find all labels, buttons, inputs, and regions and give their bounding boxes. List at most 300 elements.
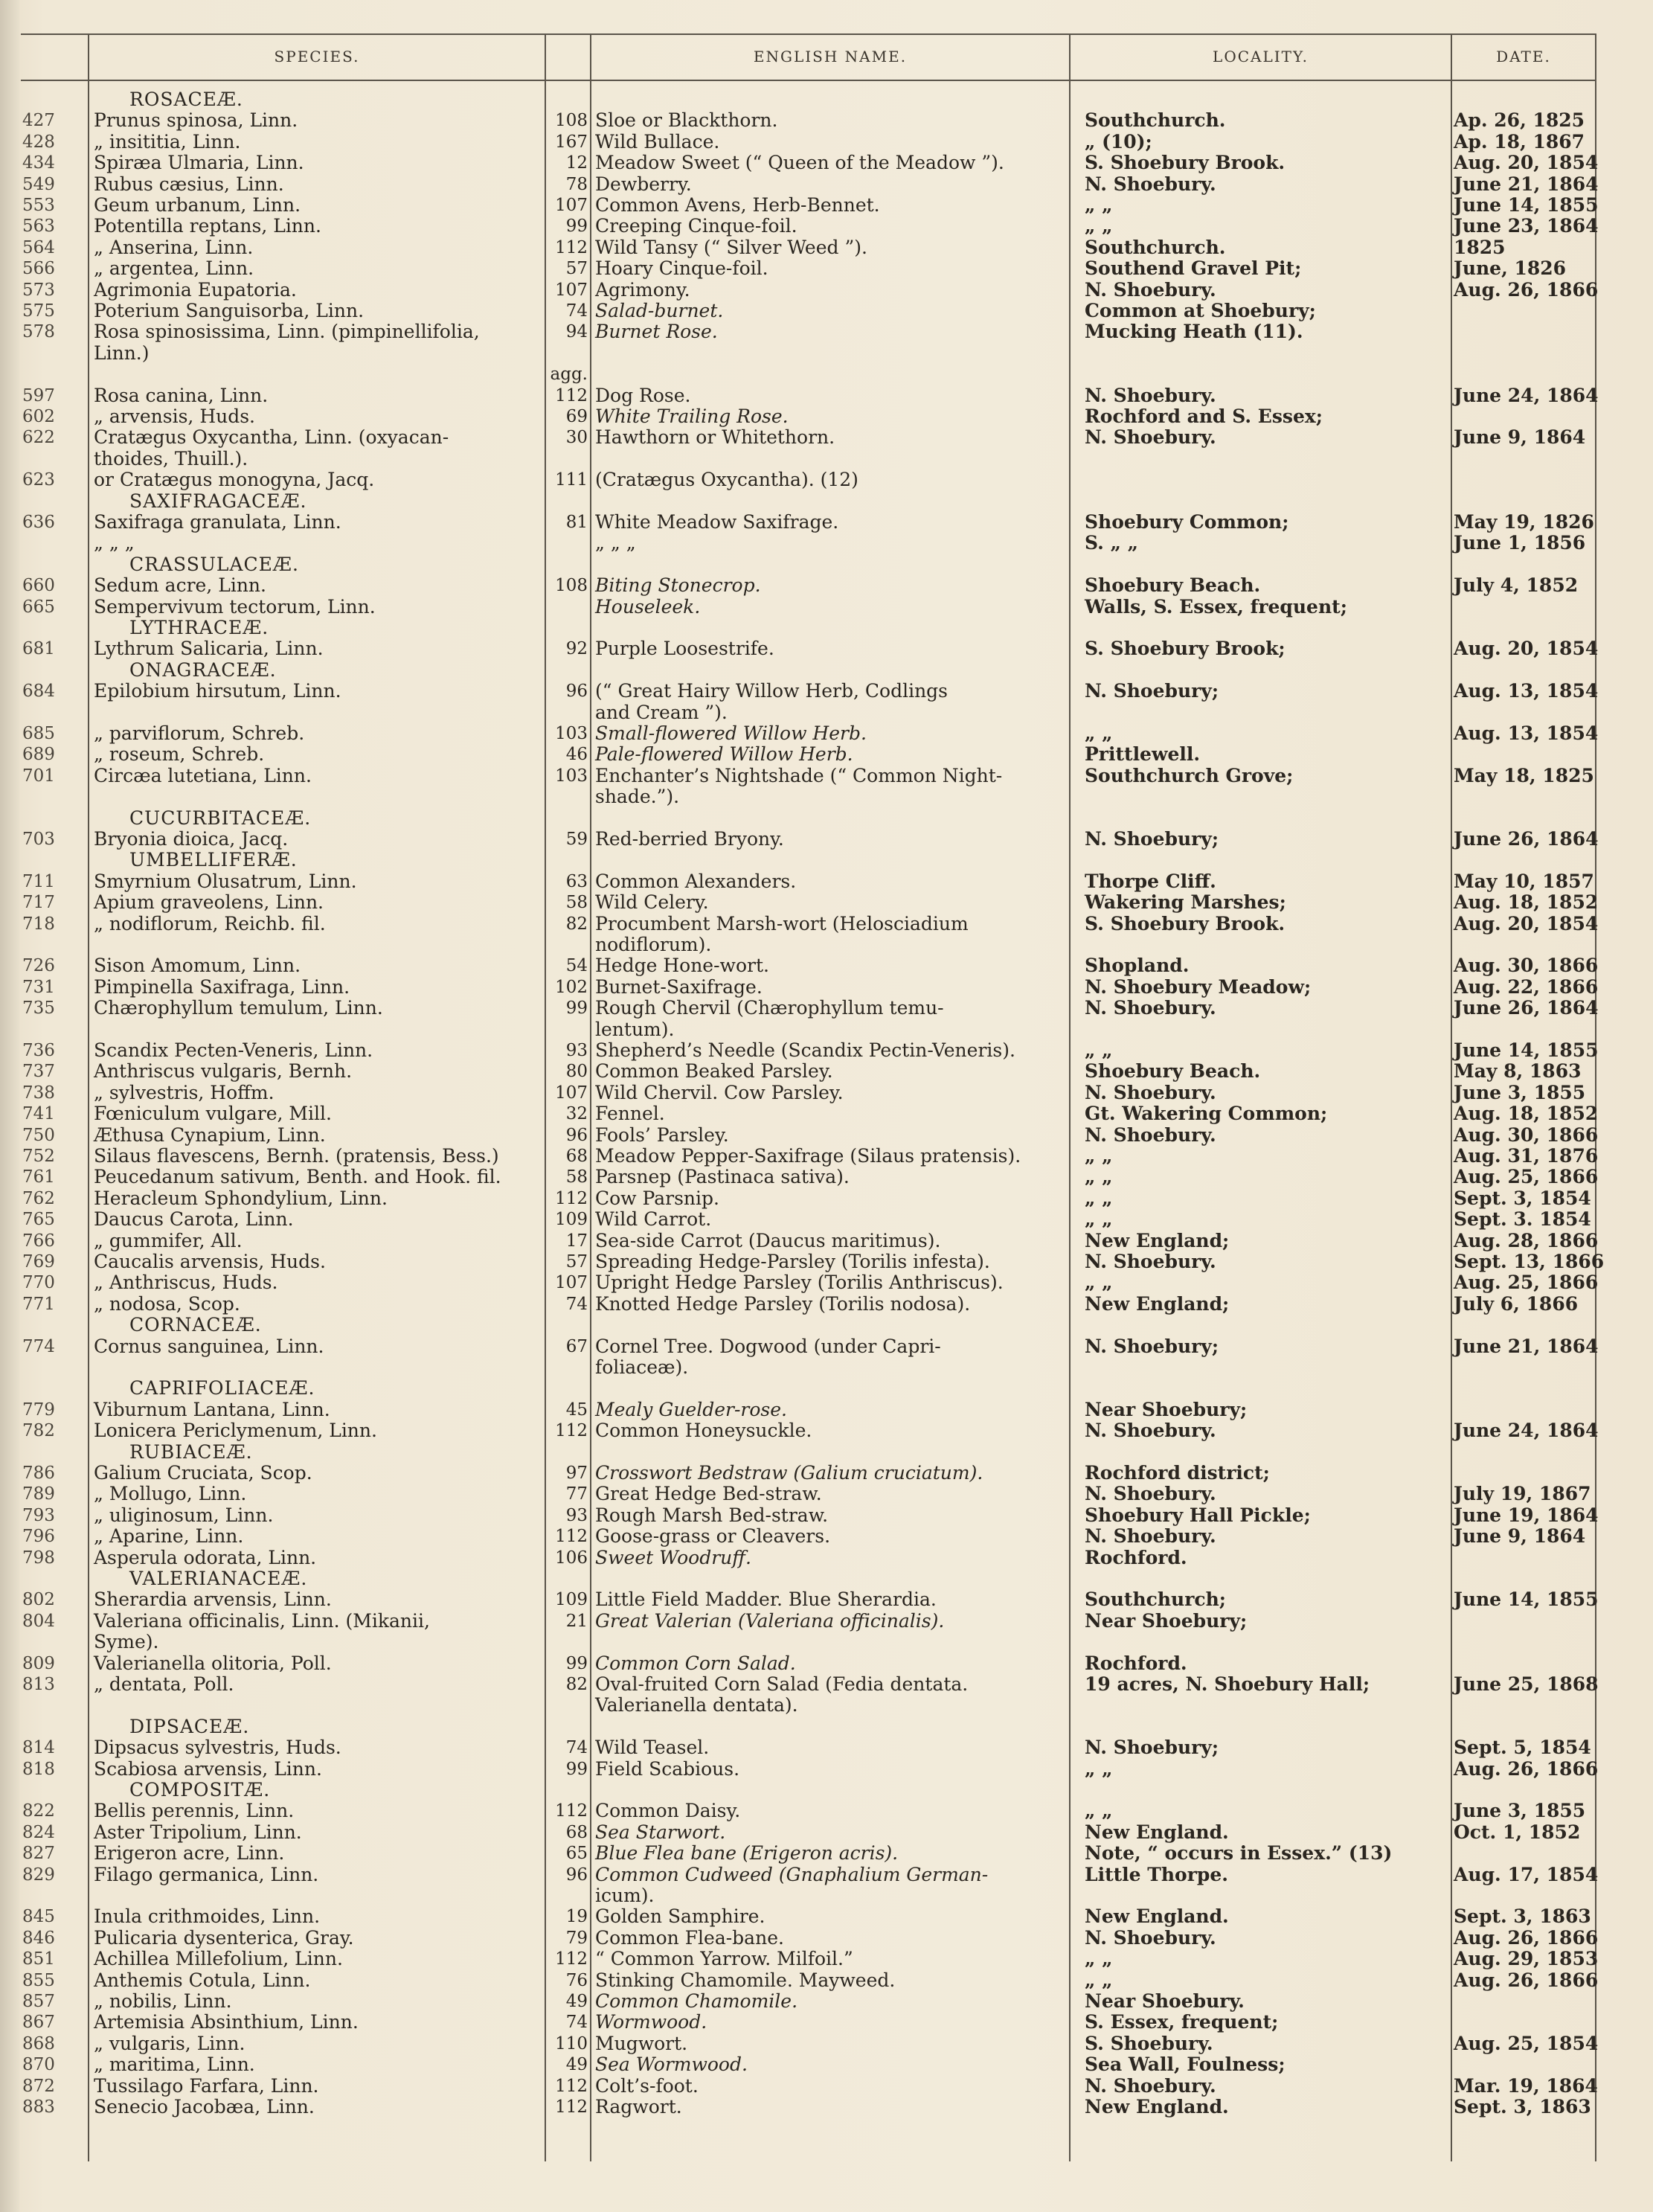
locality: Southchurch.	[1085, 109, 1226, 132]
species-name: Inula crithmoides, Linn.	[94, 1905, 321, 1928]
date: June 9, 1864	[1454, 1525, 1586, 1548]
species-number: 804	[22, 1611, 55, 1631]
footnote-number: 54	[565, 956, 588, 976]
species-name: Achillea Millefolium, Linn.	[94, 1948, 343, 1970]
english-name: Burnet-Saxifrage.	[595, 975, 763, 998]
english-name: Procumbent Marsh-wort (Helosciadium	[595, 912, 969, 935]
species-name: „ arvensis, Huds.	[94, 405, 256, 427]
locality: N. Shoebury.	[1085, 1123, 1216, 1146]
english-name: Crosswort Bedstraw (Galium cruciatum).	[595, 1462, 983, 1484]
english-name: Common Honeysuckle.	[595, 1420, 812, 1442]
species-name: Pulicaria dysenterica, Gray.	[94, 1926, 354, 1949]
species-number: 731	[22, 977, 55, 997]
english-name: Blue Flea bane (Erigeron acris).	[595, 1842, 899, 1865]
species-name: „ nodosa, Scop.	[94, 1292, 240, 1315]
english-name: Meadow Sweet (“ Queen of the Meadow ”).	[595, 152, 1004, 174]
species-name: Agrimonia Eupatoria.	[94, 278, 297, 301]
species-name: „ roseum, Schreb.	[94, 743, 265, 766]
species-name: „ vulgaris, Linn.	[94, 2032, 245, 2054]
english-name: Fools’ Parsley.	[595, 1123, 729, 1146]
footnote-number: 106	[555, 1548, 588, 1568]
species-name: Erigeron acre, Linn.	[94, 1842, 285, 1865]
species-number: 818	[22, 1759, 55, 1779]
english-name: Little Field Madder. Blue Sherardia.	[595, 1589, 937, 1611]
footnote-number: 96	[565, 1125, 588, 1145]
footnote-number: 58	[565, 893, 588, 913]
header-locality: LOCALITY.	[1213, 48, 1309, 65]
locality: N. Shoebury.	[1085, 1926, 1216, 1949]
date: Aug. 30, 1866	[1454, 955, 1599, 977]
date: May 19, 1826	[1454, 511, 1594, 533]
footnote-number: 112	[555, 1949, 588, 1969]
footnote-number: 92	[565, 639, 588, 659]
locality: New England.	[1085, 1905, 1229, 1928]
species-number: 726	[22, 956, 55, 976]
date: Sept. 3. 1854	[1454, 1208, 1591, 1231]
locality: „ „	[1085, 1272, 1113, 1294]
locality: N. Shoebury.	[1085, 1251, 1216, 1272]
species-name: „ „ „	[94, 532, 135, 554]
english-name: Wild Celery.	[595, 891, 709, 914]
species-name: Dipsacus sylvestris, Huds.	[94, 1737, 341, 1759]
english-name: “ Common Yarrow. Milfoil.”	[595, 1948, 853, 1970]
species-number: 717	[22, 893, 55, 913]
species-number: 566	[22, 259, 55, 279]
species-number: 827	[22, 1844, 55, 1864]
date: Ap. 18, 1867	[1454, 130, 1585, 153]
date: Aug. 20, 1854	[1454, 152, 1599, 174]
footnote-number: 49	[565, 2055, 588, 2075]
date: 1825	[1454, 236, 1506, 258]
species-number: 782	[22, 1421, 55, 1441]
locality: Prittlewell.	[1085, 743, 1201, 766]
footnote-number: 96	[565, 682, 588, 702]
footnote-number: 99	[565, 998, 588, 1019]
locality: „ „	[1085, 1187, 1113, 1209]
species-number: 427	[22, 111, 55, 131]
english-name: Agrimony.	[595, 278, 690, 301]
species-name: Valeriana officinalis, Linn. (Mikanii,	[94, 1609, 430, 1632]
family-heading: CRASSULACEÆ.	[129, 553, 299, 575]
footnote-number: 97	[565, 1464, 588, 1483]
footnote-number: 57	[565, 259, 588, 279]
species-name: Sison Amomum, Linn.	[94, 955, 301, 977]
locality: N. Shoebury;	[1085, 1737, 1219, 1759]
locality: New England;	[1085, 1229, 1230, 1251]
footnote-number: 77	[565, 1484, 588, 1504]
footnote-number: 112	[555, 2076, 588, 2096]
english-name: Parsnep (Pastinaca sativa).	[595, 1166, 850, 1188]
species-name: Pimpinella Saxifraga, Linn.	[94, 975, 350, 998]
footnote-number: 81	[565, 513, 588, 532]
date: Mar. 19, 1864	[1454, 2074, 1598, 2097]
species-number: 845	[22, 1907, 55, 1927]
footnote-number: 96	[565, 1865, 588, 1885]
locality: S. Shoebury Brook.	[1085, 912, 1286, 935]
date: June 26, 1864	[1454, 828, 1599, 850]
species-number: 867	[22, 2013, 55, 2033]
species-number: 701	[22, 766, 55, 786]
date: Aug. 22, 1866	[1454, 975, 1599, 998]
binding-edge	[0, 0, 19, 2212]
english-name: Common Corn Salad.	[595, 1652, 796, 1674]
species-name: „ maritima, Linn.	[94, 2054, 255, 2076]
english-name: Colt’s-foot.	[595, 2074, 699, 2097]
family-heading: SAXIFRAGACEÆ.	[129, 490, 307, 512]
species-name: „ argentea, Linn.	[94, 257, 254, 280]
footnote-number: 74	[565, 2013, 588, 2033]
date: June 24, 1864	[1454, 384, 1599, 406]
locality: Gt. Wakering Common;	[1085, 1103, 1328, 1125]
date: June, 1826	[1454, 257, 1567, 280]
species-number: 766	[22, 1231, 55, 1251]
english-name: Wild Bullace.	[595, 130, 720, 153]
species-number: 750	[22, 1125, 55, 1145]
header-species: SPECIES.	[274, 48, 360, 65]
species-name: Geum urbanum, Linn.	[94, 194, 301, 216]
english-name: Common Chamomile.	[595, 1990, 798, 2012]
date: June 3, 1855	[1454, 1800, 1586, 1822]
date: Sept. 3, 1863	[1454, 2096, 1591, 2118]
footnote-number: 112	[555, 1527, 588, 1547]
family-heading: VALERIANACEÆ.	[129, 1568, 308, 1589]
footnote-number: 108	[555, 576, 588, 596]
footnote-number: agg.	[550, 365, 588, 385]
footnote-number: 67	[565, 1336, 588, 1356]
header-bottom-rule	[21, 80, 1596, 81]
species-number: 575	[22, 301, 55, 321]
english-name: Field Scabious.	[595, 1757, 740, 1780]
english-name: Wormwood.	[595, 2011, 707, 2033]
species-name: Fœniculum vulgare, Mill.	[94, 1103, 332, 1125]
date: Aug. 29, 1853	[1454, 1948, 1599, 1970]
species-number: 665	[22, 597, 55, 617]
footnote-number: 109	[555, 1590, 588, 1610]
english-name: Burnet Rose.	[595, 321, 718, 343]
english-name: Creeping Cinque-foil.	[595, 215, 797, 237]
species-name: „ nodiflorum, Reichb. fil.	[94, 912, 326, 935]
locality: N. Shoebury.	[1085, 1525, 1216, 1548]
species-number: 870	[22, 2055, 55, 2075]
date: June 9, 1864	[1454, 426, 1586, 449]
species-name: Senecio Jacobæa, Linn.	[94, 2096, 315, 2118]
english-name: Ragwort.	[595, 2096, 682, 2118]
species-number: 796	[22, 1527, 55, 1547]
locality: „ „	[1085, 722, 1113, 744]
english-name: (Cratægus Oxycantha). (12)	[595, 469, 858, 491]
english-name: Cornel Tree. Dogwood (under Capri-	[595, 1335, 941, 1357]
date: Aug. 31, 1876	[1454, 1145, 1599, 1167]
species-name: Saxifraga granulata, Linn.	[94, 511, 341, 533]
english-name: Golden Samphire.	[595, 1905, 765, 1928]
species-name: Potentilla reptans, Linn.	[94, 215, 321, 237]
species-number: 741	[22, 1104, 55, 1124]
english-name: Wild Carrot.	[595, 1208, 712, 1231]
locality: N. Shoebury.	[1085, 1420, 1216, 1442]
species-number: 798	[22, 1548, 55, 1568]
species-name: Lonicera Periclymenum, Linn.	[94, 1420, 377, 1442]
species-name: Smyrnium Olusatrum, Linn.	[94, 870, 357, 892]
locality: New England.	[1085, 1821, 1229, 1843]
footnote-number: 30	[565, 428, 588, 448]
footnote-number: 109	[555, 1210, 588, 1230]
footnote-number: 94	[565, 322, 588, 342]
species-number: 770	[22, 1273, 55, 1293]
species-name: „ sylvestris, Hoffm.	[94, 1081, 275, 1103]
species-name: or Cratægus monogyna, Jacq.	[94, 469, 375, 491]
locality: S. Shoebury Brook;	[1085, 638, 1286, 660]
footnote-number: 82	[565, 1675, 588, 1694]
english-name: Spreading Hedge-Parsley (Torilis infesta).	[595, 1251, 990, 1272]
locality: Walls, S. Essex, frequent;	[1085, 595, 1347, 618]
footnote-number: 74	[565, 301, 588, 321]
species-name: „ Mollugo, Linn.	[94, 1483, 247, 1505]
date: Aug. 20, 1854	[1454, 638, 1599, 660]
species-number: 623	[22, 470, 55, 490]
locality: S. Essex, frequent;	[1085, 2011, 1279, 2033]
family-heading: DIPSACEÆ.	[129, 1715, 250, 1737]
locality: N. Shoebury.	[1085, 1483, 1216, 1505]
english-name: Mugwort.	[595, 2032, 688, 2054]
english-name: Meadow Pepper-Saxifrage (Silaus pratensis).	[595, 1145, 1021, 1167]
footnote-number: 76	[565, 1970, 588, 1990]
family-heading: CAPRIFOLIACEÆ.	[129, 1377, 315, 1400]
species-number: 851	[22, 1949, 55, 1969]
locality: „ „	[1085, 1166, 1113, 1188]
footnote-number: 32	[565, 1104, 588, 1124]
date: Sept. 13, 1866	[1454, 1251, 1605, 1272]
english-name: Sea Starwort.	[595, 1821, 726, 1843]
species-name: „ Anthriscus, Huds.	[94, 1272, 278, 1294]
locality: Rochford and S. Essex;	[1085, 405, 1323, 427]
family-heading: LYTHRACEÆ.	[129, 617, 269, 638]
footnote-number: 99	[565, 1653, 588, 1673]
species-name: „ insititia, Linn.	[94, 130, 241, 153]
footnote-number: 82	[565, 914, 588, 934]
locality: S. Shoebury Brook.	[1085, 152, 1286, 174]
footnote-number: 112	[555, 2097, 588, 2117]
english-name: shade.”).	[595, 786, 680, 808]
locality: Southend Gravel Pit;	[1085, 257, 1302, 280]
english-name: Wild Tansy (“ Silver Weed ”).	[595, 236, 867, 258]
english-name: Small-flowered Willow Herb.	[595, 722, 867, 744]
species-number: 564	[22, 237, 55, 257]
species-number: 718	[22, 914, 55, 934]
footnote-number: 46	[565, 745, 588, 765]
english-name: Sweet Woodruff.	[595, 1546, 751, 1568]
english-name: Common Alexanders.	[595, 870, 797, 892]
species-number: 771	[22, 1294, 55, 1314]
english-name: Salad-burnet.	[595, 300, 724, 321]
date: Sept. 3, 1863	[1454, 1905, 1591, 1928]
date: June 14, 1855	[1454, 194, 1599, 216]
locality: N. Shoebury;	[1085, 1335, 1219, 1357]
english-name: (“ Great Hairy Willow Herb, Codlings	[595, 680, 949, 702]
column-rule	[88, 33, 89, 2161]
species-number: 761	[22, 1167, 55, 1187]
footnote-number: 17	[565, 1231, 588, 1251]
date: Aug. 20, 1854	[1454, 912, 1599, 935]
species-name: Sempervivum tectorum, Linn.	[94, 595, 376, 618]
english-name: Sea Wormwood.	[595, 2054, 748, 2076]
footnote-number: 112	[555, 1421, 588, 1441]
species-number: 685	[22, 724, 55, 743]
column-rule	[1595, 33, 1596, 2161]
species-number: 829	[22, 1865, 55, 1885]
date: June 21, 1864	[1454, 1335, 1599, 1357]
footnote-number: 111	[555, 470, 588, 490]
species-number: 434	[22, 153, 55, 173]
english-name: Common Beaked Parsley.	[595, 1060, 833, 1083]
species-number: 846	[22, 1928, 55, 1948]
footnote-number: 108	[555, 111, 588, 131]
species-number: 681	[22, 639, 55, 659]
species-number: 765	[22, 1210, 55, 1230]
english-name: Pale-flowered Willow Herb.	[595, 743, 853, 766]
species-name: Poterium Sanguisorba, Linn.	[94, 300, 365, 321]
species-number: 684	[22, 682, 55, 702]
species-name: Galium Cruciata, Scop.	[94, 1462, 312, 1484]
species-name: Rosa canina, Linn.	[94, 384, 269, 406]
date: Sept. 5, 1854	[1454, 1737, 1591, 1759]
species-name: Aster Tripolium, Linn.	[94, 1821, 302, 1843]
date: June 23, 1864	[1454, 215, 1599, 237]
family-heading: CUCURBITACEÆ.	[129, 807, 312, 829]
locality: „ „	[1085, 1757, 1113, 1780]
english-name: Hoary Cinque-foil.	[595, 257, 768, 280]
species-name: Scabiosa arvensis, Linn.	[94, 1757, 322, 1780]
date: June 14, 1855	[1454, 1039, 1599, 1061]
english-name: and Cream ”).	[595, 701, 728, 723]
locality: Mucking Heath (11).	[1085, 321, 1303, 343]
footnote-number: 167	[555, 132, 588, 152]
species-name: Spiræa Ulmaria, Linn.	[94, 152, 304, 174]
species-name: Cratægus Oxycantha, Linn. (oxyacan-	[94, 426, 449, 449]
species-number: 622	[22, 428, 55, 448]
english-name: Stinking Chamomile. Mayweed.	[595, 1969, 896, 1991]
footnote-number: 80	[565, 1062, 588, 1082]
date: Aug. 30, 1866	[1454, 1123, 1599, 1146]
footnote-number: 65	[565, 1844, 588, 1864]
date: Aug. 26, 1866	[1454, 278, 1599, 301]
species-name: Viburnum Lantana, Linn.	[94, 1398, 330, 1420]
species-name: Circæa lutetiana, Linn.	[94, 764, 312, 786]
species-number: 549	[22, 174, 55, 194]
locality: N. Shoebury.	[1085, 2074, 1216, 2097]
family-heading: ROSACEÆ.	[129, 89, 243, 110]
locality: Wakering Marshes;	[1085, 891, 1286, 914]
locality: N. Shoebury.	[1085, 997, 1216, 1019]
english-name: Purple Loosestrife.	[595, 638, 774, 660]
locality: Near Shoebury;	[1085, 1609, 1248, 1632]
english-name: nodiflorum).	[595, 934, 712, 955]
date: Sept. 3, 1854	[1454, 1187, 1591, 1209]
species-number: 735	[22, 998, 55, 1019]
footnote-number: 21	[565, 1611, 588, 1631]
english-name: Houseleek.	[595, 595, 701, 618]
english-name: Wild Teasel.	[595, 1737, 710, 1759]
species-number: 738	[22, 1083, 55, 1103]
species-number: 855	[22, 1970, 55, 1990]
species-number: 774	[22, 1336, 55, 1356]
date: June 24, 1864	[1454, 1420, 1599, 1442]
species-name: Heracleum Sphondylium, Linn.	[94, 1187, 388, 1209]
english-name: Common Daisy.	[595, 1800, 741, 1822]
species-name: Sherardia arvensis, Linn.	[94, 1589, 332, 1611]
family-heading: UMBELLIFERÆ.	[129, 849, 298, 871]
date: June 1, 1856	[1454, 532, 1586, 554]
species-number: 737	[22, 1062, 55, 1082]
date: Aug. 25, 1854	[1454, 2032, 1599, 2054]
locality: New England.	[1085, 2096, 1229, 2118]
family-heading: ONAGRACEÆ.	[129, 658, 277, 681]
locality: Thorpe Cliff.	[1085, 870, 1216, 892]
locality: New England;	[1085, 1292, 1230, 1315]
species-name: Scandix Pecten-Veneris, Linn.	[94, 1039, 373, 1061]
locality: N. Shoebury.	[1085, 426, 1216, 449]
english-name: White Trailing Rose.	[595, 405, 789, 427]
species-number: 636	[22, 513, 55, 532]
species-number: 563	[22, 217, 55, 237]
footnote-number: 112	[555, 1188, 588, 1208]
species-name: „ nobilis, Linn.	[94, 1990, 232, 2012]
species-number: 883	[22, 2097, 55, 2117]
date: Aug. 25, 1866	[1454, 1166, 1599, 1188]
locality: „ „	[1085, 1145, 1113, 1167]
english-name: Dewberry.	[595, 173, 692, 195]
locality: Southchurch.	[1085, 236, 1226, 258]
species-name: Artemisia Absinthium, Linn.	[94, 2011, 359, 2033]
footnote-number: 93	[565, 1505, 588, 1525]
english-name: Red-berried Bryony.	[595, 828, 784, 850]
species-name: „ Aparine, Linn.	[94, 1525, 244, 1548]
english-name: Knotted Hedge Parsley (Torilis nodosa).	[595, 1292, 971, 1315]
english-name: Cow Parsnip.	[595, 1187, 719, 1209]
locality: N. Shoebury.	[1085, 384, 1216, 406]
footnote-number: 49	[565, 1992, 588, 2011]
footnote-number: 107	[555, 1273, 588, 1293]
family-heading: RUBIACEÆ.	[129, 1440, 253, 1463]
english-name: Goose-grass or Cleavers.	[595, 1525, 831, 1548]
english-name: Dog Rose.	[595, 384, 691, 406]
locality: Rochford.	[1085, 1546, 1187, 1568]
species-name: thoides, Thuill.).	[94, 447, 248, 469]
species-name: Anthriscus vulgaris, Bernh.	[94, 1060, 353, 1083]
locality: Shopland.	[1085, 955, 1190, 977]
date: May 18, 1825	[1454, 764, 1594, 786]
date: Aug. 26, 1866	[1454, 1969, 1599, 1991]
species-name: Syme).	[94, 1631, 159, 1653]
species-number: 868	[22, 2033, 55, 2054]
species-number: 602	[22, 407, 55, 426]
locality: „ „	[1085, 1800, 1113, 1822]
footnote-number: 110	[555, 2033, 588, 2054]
english-name: Common Flea-bane.	[595, 1926, 784, 1949]
english-name: Hawthorn or Whitethorn.	[595, 426, 835, 449]
footnote-number: 79	[565, 1928, 588, 1948]
locality: „ „	[1085, 194, 1113, 216]
date: June 25, 1868	[1454, 1673, 1599, 1695]
species-number: 689	[22, 745, 55, 765]
footnote-number: 68	[565, 1147, 588, 1166]
locality: Rochford.	[1085, 1652, 1187, 1674]
species-number: 553	[22, 196, 55, 215]
species-name: Bryonia dioica, Jacq.	[94, 828, 289, 850]
date: Aug. 18, 1852	[1454, 1103, 1599, 1125]
species-name: Linn.)	[94, 342, 150, 364]
locality: Rochford district;	[1085, 1462, 1270, 1484]
species-number: 578	[22, 322, 55, 342]
